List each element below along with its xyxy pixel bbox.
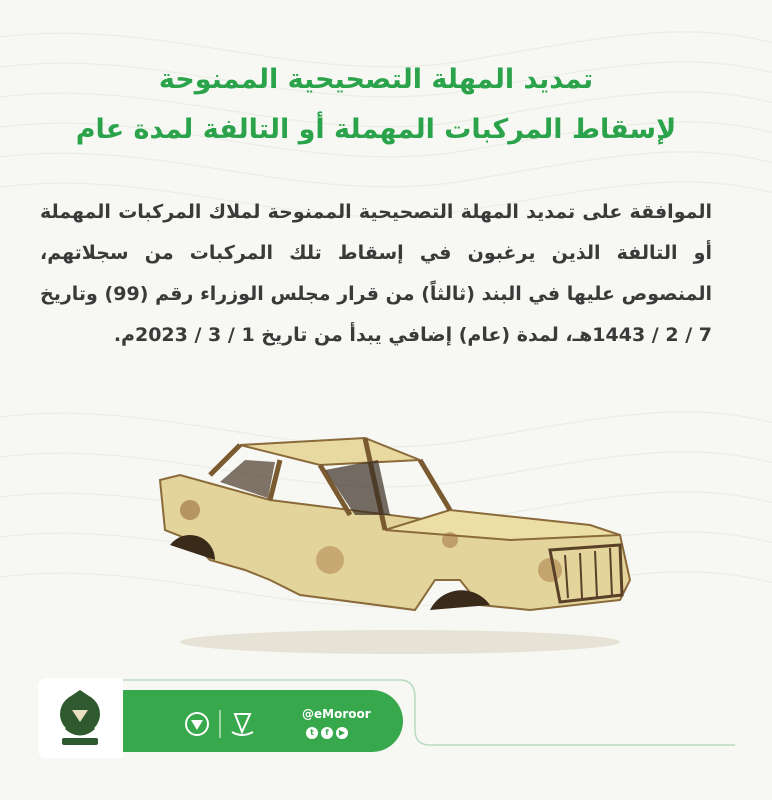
headline-line-2: لإسقاط المركبات المهملة أو التالفة لمدة عام bbox=[75, 114, 677, 145]
traffic-emblem-icon bbox=[38, 678, 123, 758]
twitter-icon[interactable]: t bbox=[306, 727, 318, 739]
traffic-logo-card bbox=[38, 678, 123, 758]
social-handle[interactable]: @eMoroor bbox=[302, 707, 371, 721]
youtube-icon[interactable]: ▶ bbox=[336, 727, 348, 739]
facebook-icon[interactable]: f bbox=[321, 727, 333, 739]
headline-line-1: تمديد المهلة التصحيحية الممنوحة bbox=[158, 64, 594, 95]
abandoned-car-image bbox=[150, 420, 640, 660]
headline bbox=[40, 55, 712, 155]
government-logos bbox=[180, 702, 265, 744]
social-icons bbox=[306, 727, 348, 739]
ministry-logo-icon bbox=[186, 713, 208, 735]
announcement-text: الموافقة على تمديد المهلة التصحيحية الممنوحة لملاك المركبات المهملة أو التالفة الذين يرغبون في إسقاط تلك المركبات من سجلاتهم، المنصوص عليها في البند (ثالثاً) من قرار مجلس الوزراء رقم (99) وتاريخ 7 / 2 / 1443هـ، لمدة (عام) إضافي يبدأ من تاريخ 1 / 3 / 2023م. bbox=[40, 201, 712, 346]
saudi-emblem-icon bbox=[232, 714, 253, 735]
